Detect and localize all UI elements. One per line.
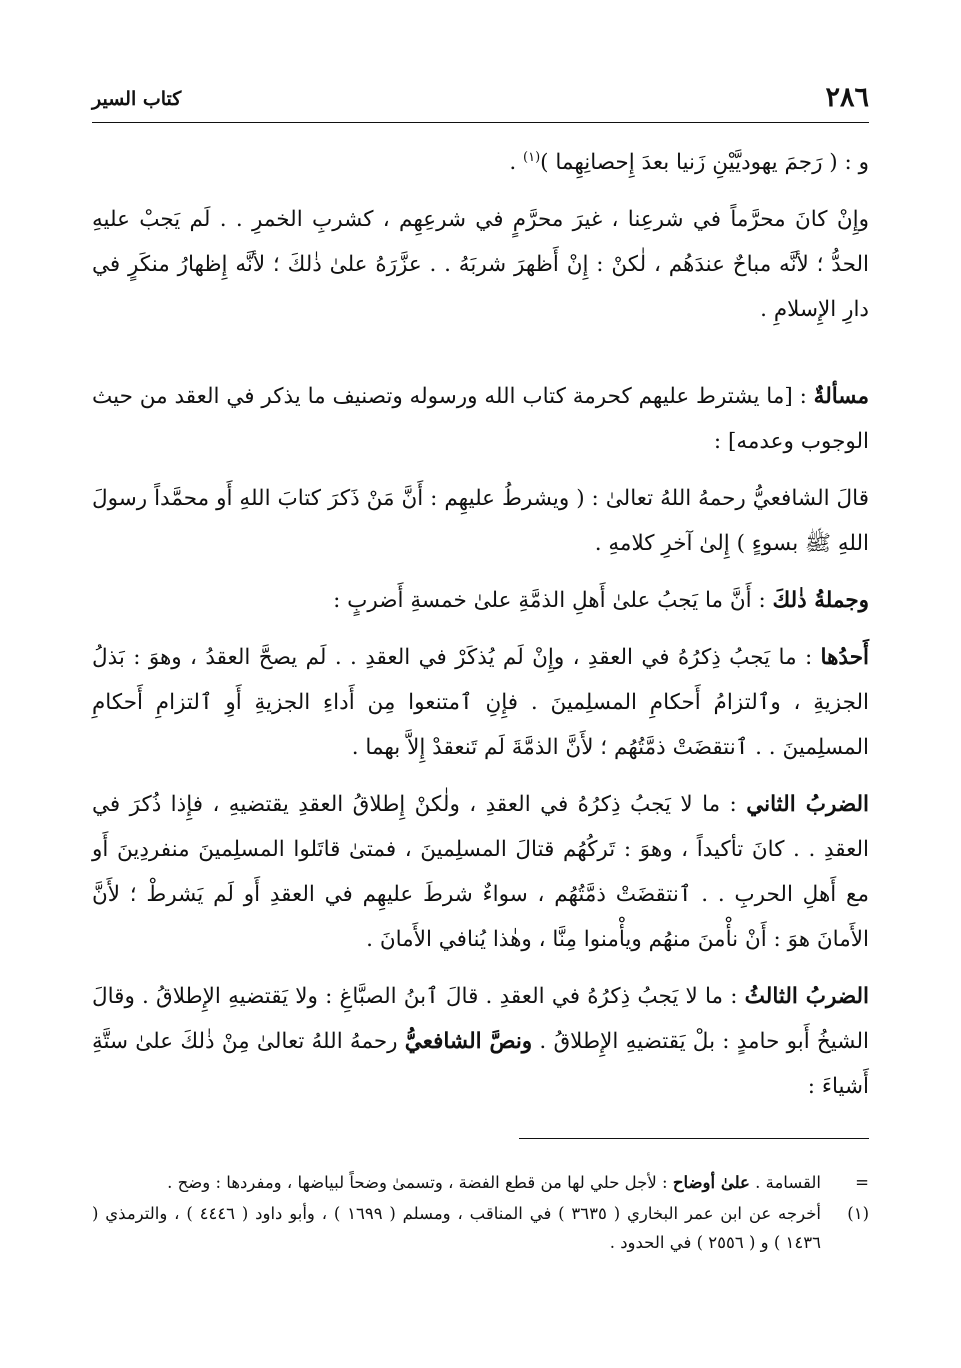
paragraph-alcohol-ruling: وإِنْ كانَ محرَّماً في شرعِنا ، غيرَ محرَّمٍ في شرعِهِم ، كشربِ الخمرِ . . لَم يَجبْ عليهِ الحدُّ ؛ لأنَّه مباحٌ عندَهُم ، لٰكنْ : إِنْ أَظهرَ شربَهُ . . عزَّرَهُ علىٰ ذٰلكَ ؛ لأنَّه إِظهارُ منكَرٍ في دارِ الإِسلامِ . bbox=[92, 207, 869, 322]
summary-label: وجملةُ ذٰلكَ bbox=[772, 588, 869, 613]
footnote-reference: (١) bbox=[523, 149, 541, 165]
page-header bbox=[92, 78, 869, 123]
footnote-1: (١) أخرجه عن ابن عمر البخاري ( ٣٦٣٥ ) في المناقب ، ومسلم ( ١٦٩٩ ) ، وأبو داود ( ٤٤٤٦ ) ، والترمذي ( ١٤٣٦ ) و ( ٢٥٥٦ ) في الحدود . bbox=[92, 1199, 869, 1257]
paragraph-hadith-reference: و : ( رَجمَ يهوديَّيْنِ زَنيا بعدَ إِحصانِهِما )$^{(١)}$ . bbox=[509, 149, 869, 175]
footnote-mark: (١) bbox=[847, 1204, 869, 1223]
footnotes bbox=[92, 1168, 869, 1259]
running-title: كتاب السير bbox=[92, 88, 182, 110]
masala-label: مسألةٌ bbox=[813, 384, 869, 409]
second-type-label: الضربُ الثاني bbox=[746, 792, 869, 817]
main-text bbox=[92, 140, 869, 1121]
third-type-label: الضربُ الثالثُ bbox=[744, 984, 870, 1009]
footnote-separator bbox=[519, 1138, 869, 1139]
paragraph-shafii-quote: قالَ الشافعيُّ رحمهُ اللهُ تعالىٰ : ( ويشرطُ عليهِم : أَنَّ مَنْ ذَكرَ كتابَ اللهِ أَو محمَّداً رسولَ اللهِ ﷺ بسوءٍ ) إِلىٰ آخرِ كلامهِ . bbox=[92, 486, 869, 556]
paragraph-masala-heading: مسألةٌ : [ما يشترط عليهم كحرمة كتاب الله ورسوله وتصنيف ما يذكر في العقد من حيث الوجوب وعدمه] : bbox=[92, 384, 869, 454]
first-type-label: أَحدُها bbox=[820, 645, 869, 670]
paragraph-third-type: الضربُ الثالثُ : ما لا يَجبُ ذِكرُهُ في العقدِ . قالَ ٱبنُ الصبَّاغِ : ولا يَقتضيهِ الإِطلاقُ . وقالَ الشيخُ أَبو حامدٍ : بلْ يَقتضيهِ الإِطلاقُ . ونصَّ الشافعيُّ رحمهُ اللهُ تعالىٰ مِنْ ذٰلكَ علىٰ ستَّةِ أَشياءَ : bbox=[92, 984, 870, 1099]
paragraph-summary: وجملةُ ذٰلكَ : أَنَّ ما يَجبُ علىٰ أَهلِ الذمَّةِ علىٰ خمسةِ أَضربٍ : bbox=[333, 588, 869, 613]
page-number: ٢٨٦ bbox=[825, 82, 869, 113]
footnote-continued: = القسامة . علىٰ أوضاح : لأجل حلي لها من قطع الفضة ، وتسمىٰ وضحاً لبياضها ، ومفردها : وضح . bbox=[92, 1168, 869, 1197]
paragraph-second-type: الضربُ الثاني : ما لا يَجبُ ذِكرُهُ في العقدِ ، ولٰكنْ إِطلاقُ العقدِ يقتضيهِ ، فإِذا ذُكرَ في العقدِ . . كانَ تأكيداً ، وهوَ : تَركُهُم قتالَ المسلِمينَ ، فمتىٰ قاتَلوا المسلِمينَ منفردِينَ أَو مع أَهلِ الحربِ . . ٱنتقضَتْ ذمَّتُهُم ، سواءٌ شرطَ عليهِم في العقدِ أَو لَم يَشرطْ ؛ لأَنَّ الأَمانَ هوَ : أَنْ نأْمنَ منهُم ويأْمنوا مِنَّا ، وهٰذا يُنافي الأَمانَ . bbox=[92, 792, 869, 952]
footnote-term: علىٰ أوضاح bbox=[672, 1173, 750, 1192]
shafii-text-label: ونصَّ الشافعيُّ bbox=[404, 1029, 533, 1054]
paragraph-first-type: أَحدُها : ما يَجبُ ذِكرُهُ في العقدِ ، وإِنْ لَم يُذكَرْ في العقدِ . . لَم يصحَّ العقدُ ، وهوَ : بَذلُ الجزيةِ ، وٱلتزامُ أَحكامِ المسلِمينَ . فإِنِ ٱمتنعوا مِن أَداءِ الجزيةِ أَوِ ٱلتزامِ أَحكامِ المسلِمينَ . . ٱنتقضَتْ ذمَّتُهُم ؛ لأَنَّ الذمَّةَ لَم تَنعقدْ إِلاَّ بهما . bbox=[92, 645, 869, 760]
footnote-mark: = bbox=[855, 1173, 869, 1192]
